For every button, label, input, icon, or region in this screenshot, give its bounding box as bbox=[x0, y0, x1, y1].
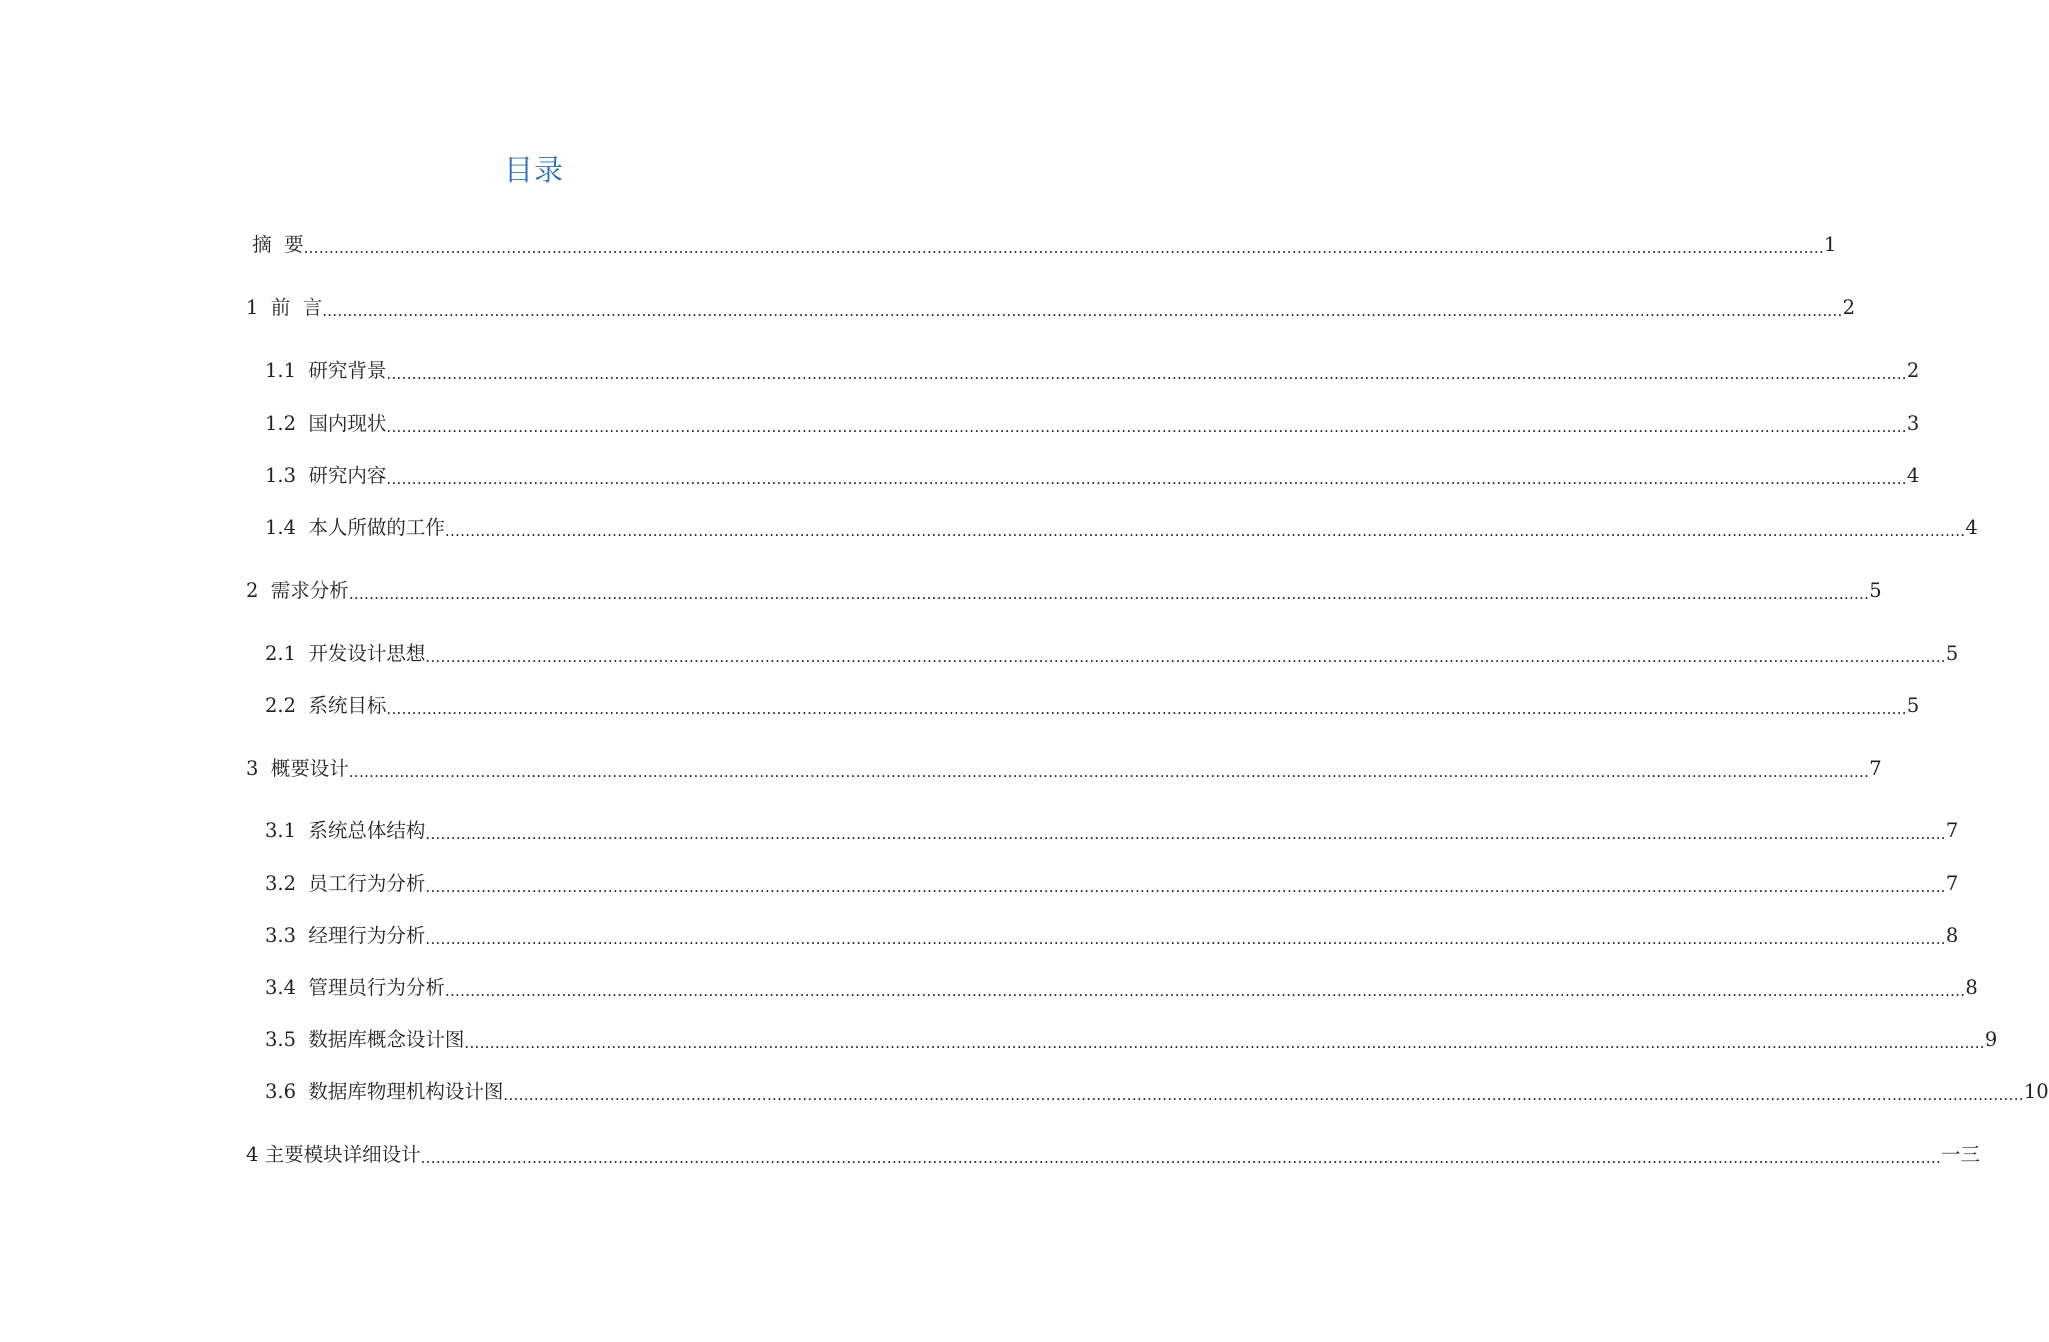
toc-entry-page: 一三 bbox=[1941, 1143, 1981, 1166]
toc-entry[interactable] bbox=[265, 357, 1920, 385]
toc-entry-label: 3.2 员工行为分析 bbox=[265, 872, 426, 895]
toc-dot-leader: ............................................................................................................................................................................................................................................................................................................ bbox=[386, 418, 1907, 436]
toc-entry-page: 7 bbox=[1945, 872, 1959, 895]
toc-entry-label: 1 前 言 bbox=[246, 296, 323, 319]
toc-entry-page: 3 bbox=[1906, 412, 1920, 435]
toc-entry[interactable] bbox=[246, 1141, 1981, 1169]
toc-entry[interactable] bbox=[265, 514, 1978, 542]
toc-entry-label: 摘 要 bbox=[246, 233, 304, 256]
toc-entry-page: 5 bbox=[1945, 642, 1959, 665]
toc-dot-leader: ............................................................................................................................................................................................................................................................................................................ bbox=[420, 1149, 1942, 1167]
toc-entry[interactable] bbox=[265, 410, 1920, 438]
toc-entry[interactable] bbox=[246, 577, 1882, 605]
toc-entry-page: 5 bbox=[1869, 579, 1882, 602]
toc-entry-label: 1.2 国内现状 bbox=[265, 412, 387, 435]
toc-entry-page: 8 bbox=[1945, 924, 1959, 947]
toc-dot-leader: ............................................................................................................................................................................................................................................................................................................ bbox=[444, 522, 1966, 540]
toc-entry-label: 1.1 研究背景 bbox=[265, 359, 387, 382]
toc-entry-label: 3.6 数据库物理机构设计图 bbox=[265, 1080, 504, 1103]
toc-dot-leader: ............................................................................................................................................................................................................................................................................................................ bbox=[386, 365, 1907, 383]
toc-entry-page: 4 bbox=[1906, 464, 1920, 487]
toc-dot-leader: ............................................................................................................................................................................................................................................................................................................ bbox=[386, 470, 1907, 488]
toc-entry-page: 7 bbox=[1945, 819, 1959, 842]
toc-entry-page: 2 bbox=[1842, 296, 1856, 319]
toc-entry-label: 3.4 管理员行为分析 bbox=[265, 976, 445, 999]
toc-entry-label: 4 主要模块详细设计 bbox=[246, 1143, 421, 1166]
toc-dot-leader: ............................................................................................................................................................................................................................................................................................................ bbox=[386, 700, 1907, 718]
toc-dot-leader: ............................................................................................................................................................................................................................................................................................................ bbox=[348, 763, 1870, 781]
toc-dot-leader: ............................................................................................................................................................................................................................................................................................................ bbox=[348, 585, 1870, 603]
toc-entry-label: 2 需求分析 bbox=[246, 579, 349, 602]
toc-entry[interactable] bbox=[246, 231, 1837, 259]
toc-entry-label: 1.3 研究内容 bbox=[265, 464, 387, 487]
toc-entry-page: 5 bbox=[1906, 694, 1920, 717]
toc-entry-label: 1.4 本人所做的工作 bbox=[265, 516, 445, 539]
toc-dot-leader: ............................................................................................................................................................................................................................................................................................................ bbox=[425, 878, 1946, 896]
toc-entry-page: 7 bbox=[1869, 757, 1882, 780]
toc-entry-page: 8 bbox=[1965, 976, 1978, 999]
toc-entry[interactable] bbox=[265, 1078, 2049, 1106]
toc-entry[interactable] bbox=[265, 922, 1959, 950]
toc-dot-leader: ............................................................................................................................................................................................................................................................................................................ bbox=[425, 648, 1946, 666]
toc-entry-label: 3 概要设计 bbox=[246, 757, 349, 780]
toc-entry-label: 2.1 开发设计思想 bbox=[265, 642, 426, 665]
toc-entry[interactable] bbox=[265, 1026, 1998, 1054]
toc-entry[interactable] bbox=[246, 755, 1882, 783]
toc-dot-leader: ............................................................................................................................................................................................................................................................................................................ bbox=[444, 982, 1966, 1000]
toc-entry-label: 3.3 经理行为分析 bbox=[265, 924, 426, 947]
toc-entry-page: 1 bbox=[1824, 233, 1837, 256]
toc-entry[interactable] bbox=[265, 817, 1959, 845]
toc-entry-page: 10 bbox=[2023, 1080, 2049, 1103]
toc-entry[interactable] bbox=[265, 640, 1959, 668]
toc-dot-leader: ............................................................................................................................................................................................................................................................................................................ bbox=[303, 239, 1825, 257]
toc-entry-page: 9 bbox=[1984, 1028, 1998, 1051]
toc-entry[interactable] bbox=[265, 462, 1920, 490]
toc-title: 目录 bbox=[503, 153, 564, 187]
toc-dot-leader: ............................................................................................................................................................................................................................................................................................................ bbox=[425, 930, 1946, 948]
toc-dot-leader: ............................................................................................................................................................................................................................................................................................................ bbox=[425, 825, 1946, 843]
toc-entry-label: 3.5 数据库概念设计图 bbox=[265, 1028, 465, 1051]
toc-dot-leader: ............................................................................................................................................................................................................................................................................................................ bbox=[464, 1034, 1985, 1052]
toc-entry[interactable] bbox=[265, 974, 1978, 1002]
toc-entry-label: 3.1 系统总体结构 bbox=[265, 819, 426, 842]
toc-entry-label: 2.2 系统目标 bbox=[265, 694, 387, 717]
toc-dot-leader: ............................................................................................................................................................................................................................................................................................................ bbox=[322, 302, 1843, 320]
toc-dot-leader: ............................................................................................................................................................................................................................................................................................................ bbox=[503, 1086, 2024, 1104]
toc-entry[interactable] bbox=[265, 870, 1959, 898]
toc-entry-page: 2 bbox=[1906, 359, 1920, 382]
toc-entry[interactable] bbox=[246, 294, 1856, 322]
toc-entry[interactable] bbox=[265, 692, 1920, 720]
toc-entry-page: 4 bbox=[1965, 516, 1978, 539]
